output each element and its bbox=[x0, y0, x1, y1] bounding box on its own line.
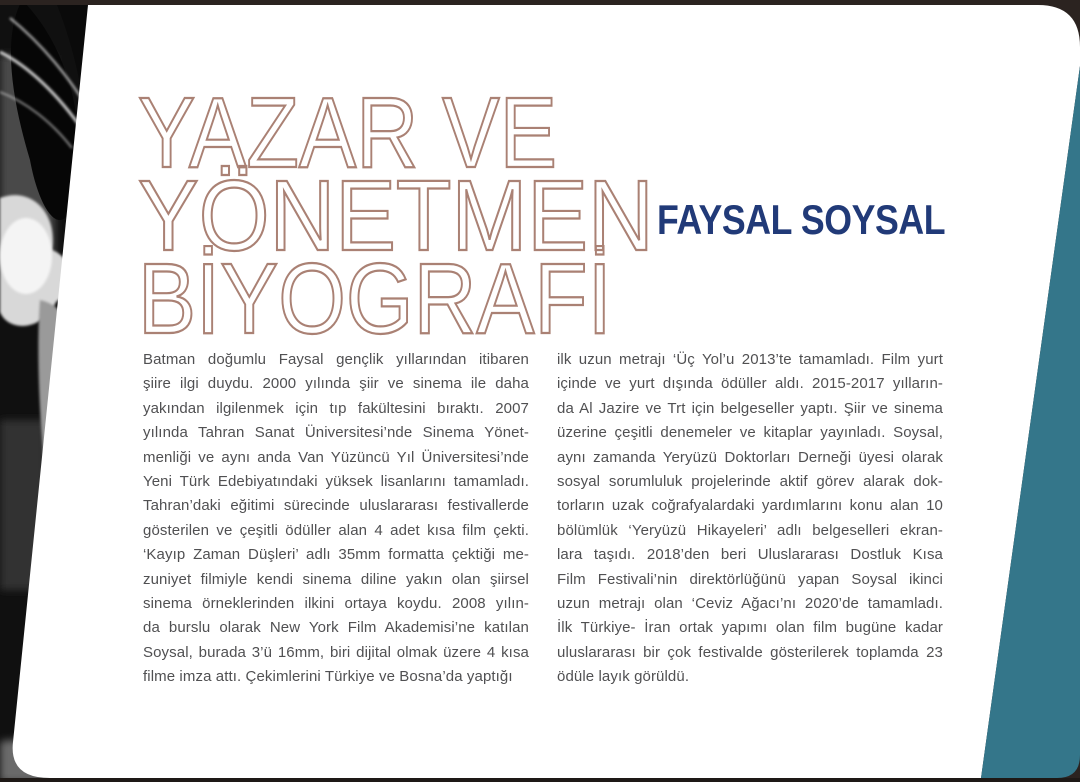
top-border bbox=[0, 0, 1080, 5]
bio-text-line: yılında Tahran Sanat Üniversitesi’nde Sinema Yönet- bbox=[143, 424, 529, 442]
bio-text-line: içinde ve yurt dışında ödüller aldı. 2015-2017 yılların- bbox=[557, 375, 943, 393]
page-title-line-3: BİYOGRAFİ bbox=[138, 243, 612, 355]
bio-text-line: lara taşıdı. 2018’den beri Uluslararası Dostluk Kısa bbox=[557, 546, 943, 564]
bio-text-line: gösterilen ve çeşitli ödüller alan 4 adet kısa film çekti. bbox=[143, 521, 529, 539]
bio-text-line: torların uzak coğrafyalardaki yardımlarını konu alan 10 bbox=[557, 497, 943, 515]
bio-text-line: menliği ve aynı anda Van Yüzüncü Yıl Üniversitesi’nde bbox=[143, 448, 529, 466]
page-title-line-2: YÖNETMEN bbox=[138, 160, 654, 272]
bio-text-line: Film Festivali’nin direktörlüğünü yapan Soysal ikinci bbox=[557, 570, 943, 588]
bio-text-line: zuniyet filmiyle kendi sinema diline yakın olan şiirsel bbox=[143, 570, 529, 588]
bio-text-line: Yeni Türk Edebiyatındaki yüksek lisanlarını tamamladı. bbox=[143, 473, 529, 491]
bio-text-line: uzun metrajı olan ‘Ceviz Ağacı’nı 2020’de tamamladı. bbox=[557, 595, 943, 613]
bio-text-line: Tahran’daki eğitimi sürecinde uluslararası festivallerde bbox=[143, 497, 529, 515]
biography-text bbox=[143, 348, 943, 690]
bio-text-line: şiire ilgi duydu. 2000 yılında şiir ve sinema ile daha bbox=[143, 375, 529, 393]
bottom-border bbox=[0, 778, 1080, 782]
bio-text-line: Batman doğumlu Faysal gençlik yıllarından itibaren bbox=[143, 351, 529, 368]
bio-text-line: Soysal, burada 3’ü 16mm, biri dijital olmak üzere 4 kısa bbox=[143, 643, 529, 661]
bio-text-line: filme imza attı. Çekimlerini Türkiye ve Bosna’da yaptığı bbox=[143, 668, 513, 686]
bio-text-line: İlk Türkiye- İran ortak yapımı olan film bugüne kadar bbox=[557, 619, 943, 637]
bio-text-line: da burslu olarak New York Film Akademisi’ne katılan bbox=[143, 619, 529, 637]
bio-column-right bbox=[557, 348, 943, 690]
person-name: FAYSAL SOYSAL bbox=[657, 196, 946, 243]
bio-text-line: ödüle layık görüldü. bbox=[557, 668, 690, 686]
bio-text-line: üzerine çeşitli denemeler ve kitaplar yayınladı. Soysal, bbox=[557, 424, 943, 442]
bio-text-line: uluslararası bir çok festivalde gösterilerek toplamda 23 bbox=[557, 643, 943, 661]
bio-text-line: sinema örneklerinden ilkini ortaya koydu. 2008 yılın- bbox=[143, 595, 529, 613]
bio-column-left bbox=[143, 348, 529, 690]
bio-text-line: aynı zamanda Yeryüzü Doktorları Derneği üyesi olarak bbox=[557, 448, 943, 466]
page-title-line-1: YAZAR VE bbox=[138, 77, 557, 189]
bio-text-line: yakından ilgilenmek için tıp fakültesini bıraktı. 2007 bbox=[143, 399, 529, 417]
bio-text-line: da Al Jazire ve Trt için belgeseller yaptı. Şiir ve sinema bbox=[557, 399, 943, 417]
bio-text-line: sosyal sorumluluk projelerinde aktif görev alarak dok- bbox=[557, 473, 943, 491]
bio-text-line: ilk uzun metrajı ‘Üç Yol’u 2013’te tamamladı. Film yurt bbox=[557, 351, 943, 368]
bio-text-line: ‘Kayıp Zaman Düşleri’ adlı 35mm formatta çektiği me- bbox=[143, 546, 529, 564]
bio-text-line: bölümlük ‘Yeryüzü Hikayeleri’ adlı belgeselleri ekran- bbox=[557, 521, 943, 539]
